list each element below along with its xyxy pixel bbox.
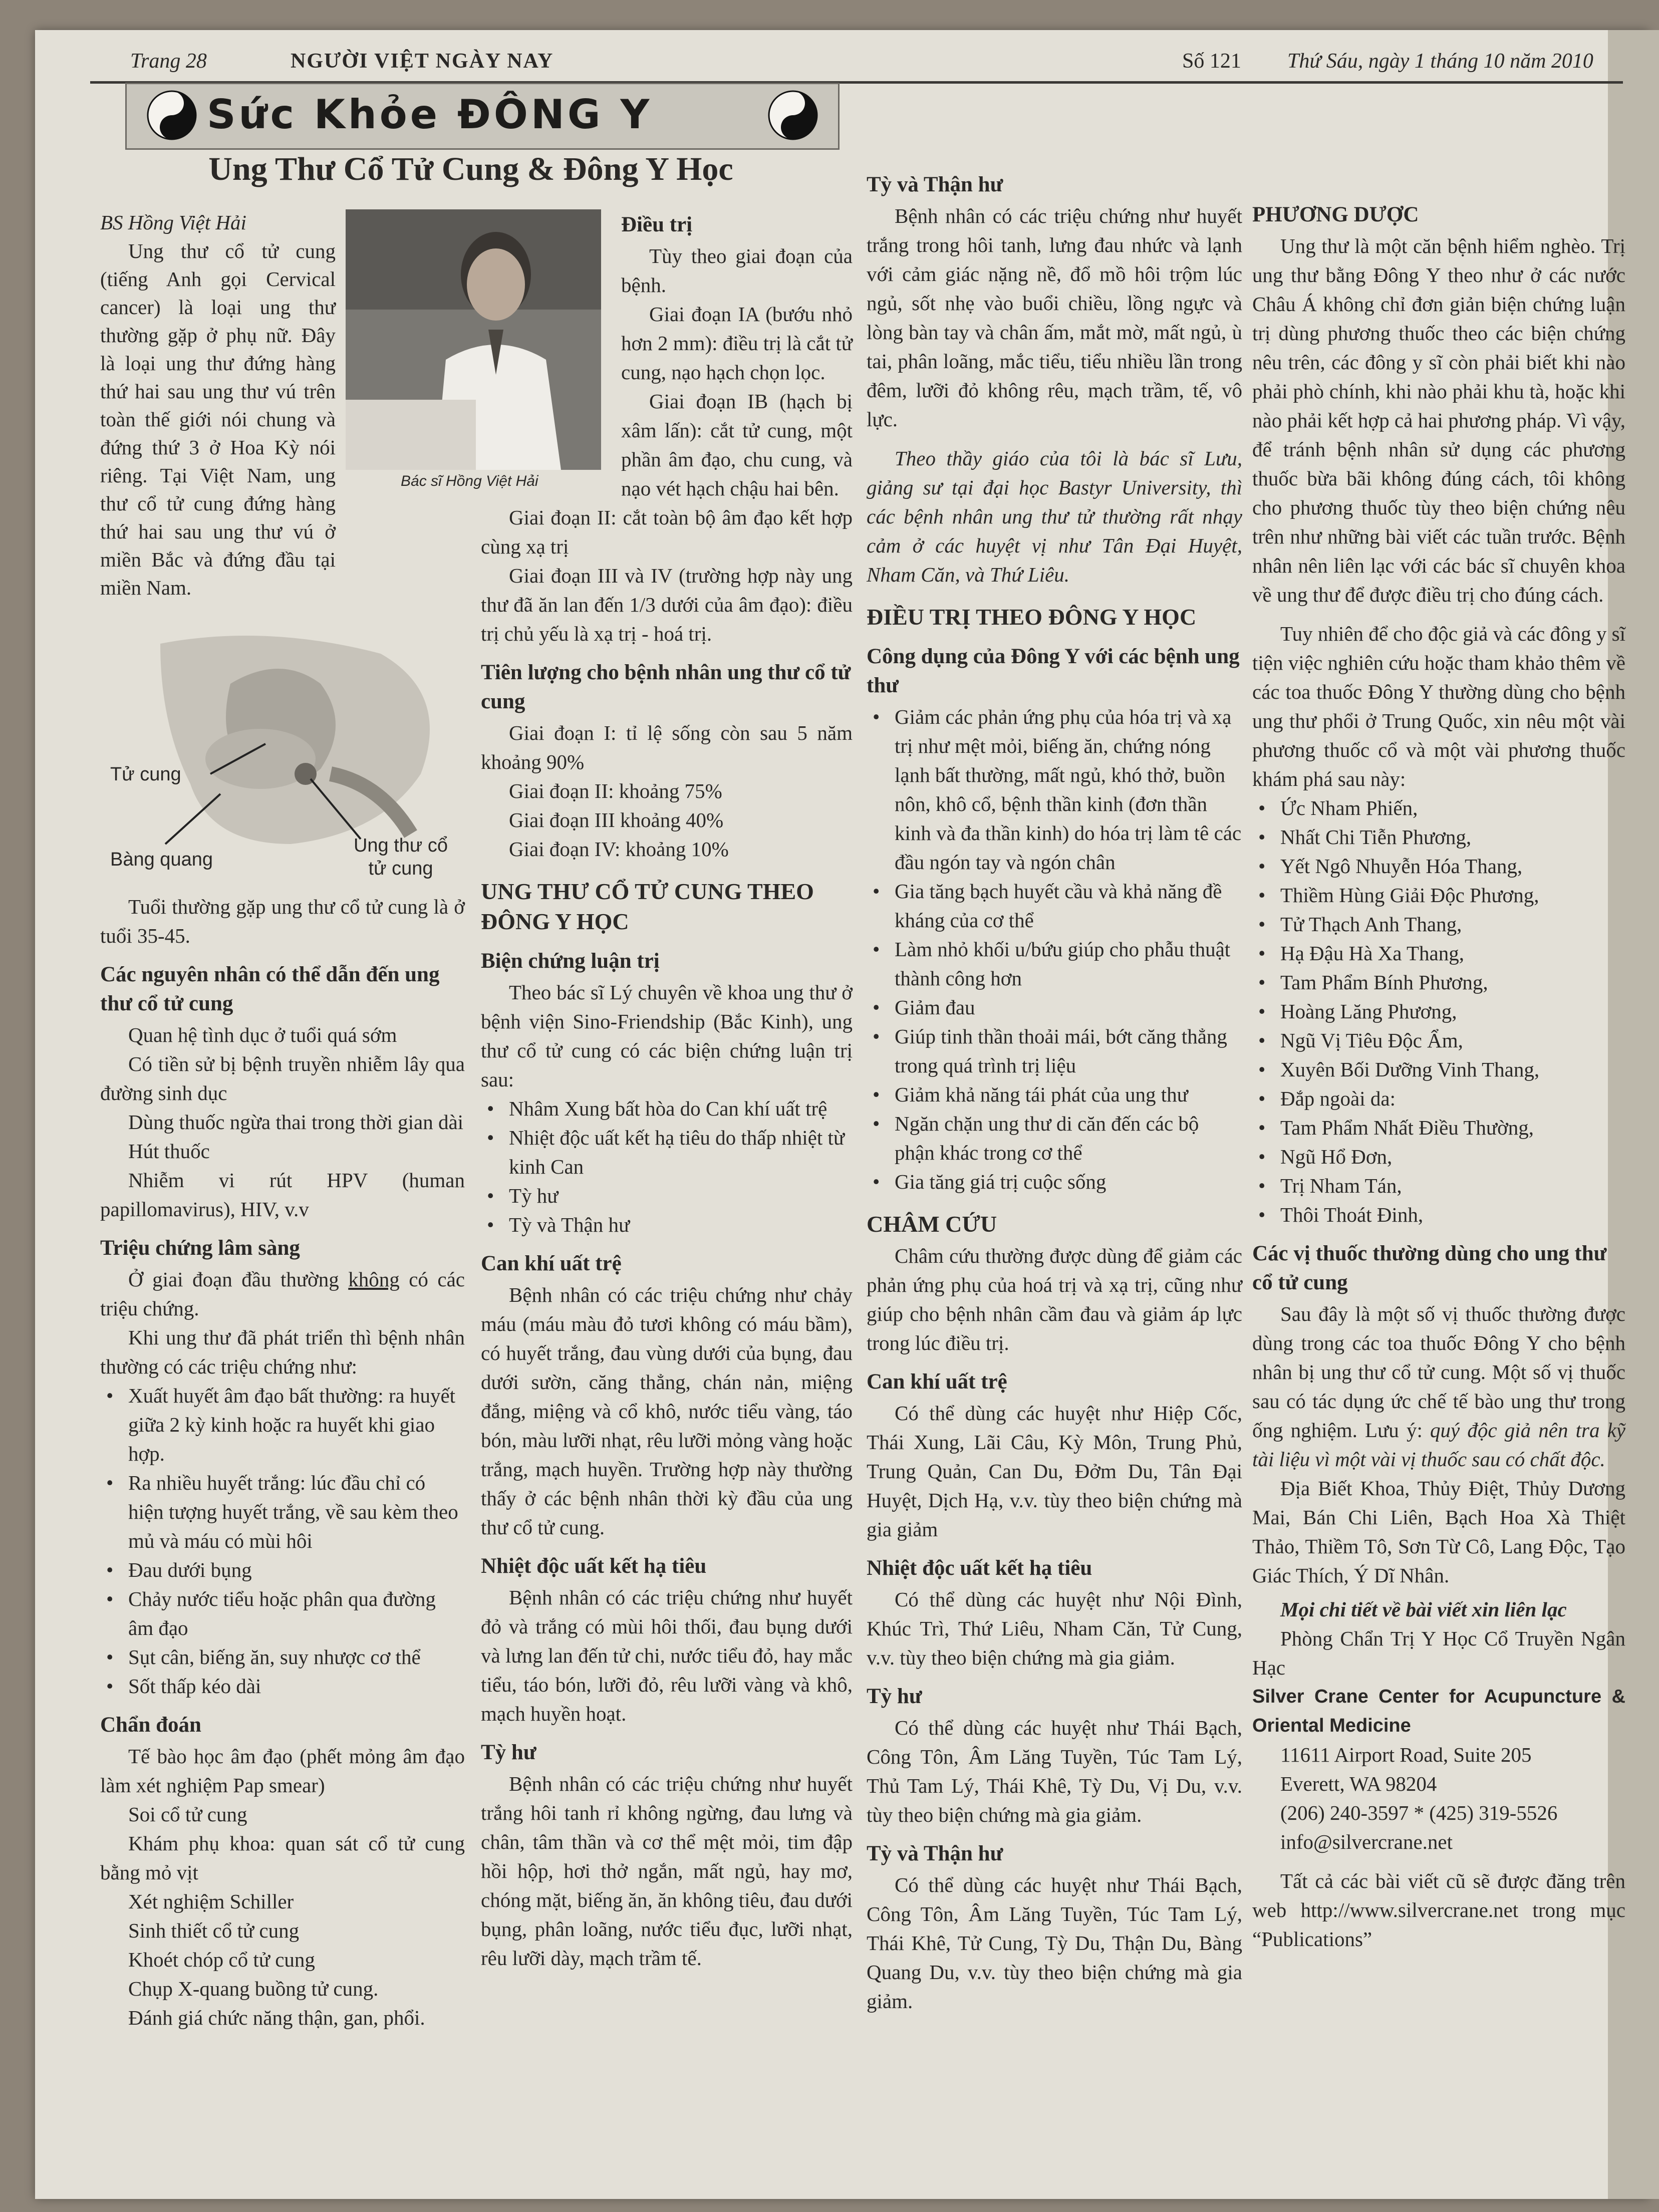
list-item: • Giúp tinh thần thoải mái, bớt căng thẳng trong quá trình trị liệu [895, 1022, 1242, 1080]
list-item: • Tam Phẩm Bính Phương, [1280, 968, 1625, 997]
cause-item: Dùng thuốc ngừa thai trong thời gian dài [128, 1111, 464, 1134]
treat-item: Tùy theo giai đoạn của bệnh. [621, 244, 853, 297]
list-item: • Sốt thấp kéo dài [128, 1672, 465, 1701]
ty-than-heading: Tỳ và Thận hư [867, 173, 1003, 196]
list-item: • Nhiệt độc uất kết hạ tiêu do thấp nhiệt từ kinh Can [509, 1123, 853, 1181]
contact-center: Silver Crane Center for Acupuncture & Oriental Medicine [1252, 1686, 1625, 1736]
treat-item: Giai đoạn II: cắt toàn bộ âm đạo kết hợp cùng xạ trị [481, 506, 853, 558]
acu-nhiet-doc-paragraph: Có thể dùng các huyệt như Nội Đình, Khúc Trì, Thứ Liêu, Nham Căn, Tử Cung, v.v. tùy theo biện chứng mà gia giảm. [867, 1588, 1242, 1669]
can-khi-heading: Can khí uất trệ [481, 1252, 622, 1275]
symptoms-heading: Triệu chứng lâm sàng [100, 1236, 300, 1260]
list-item: • Gia tăng giá trị cuộc sống [895, 1167, 1242, 1196]
treatment-heading: Điều trị [621, 213, 693, 236]
treat-item: Giai đoạn IB (hạch bị xâm lấn): cắt tử cung, một phần âm đạo, chu cung, và nạo vét hạch chậu hai bên. [621, 390, 853, 500]
formula-list [1252, 793, 1625, 1229]
column-4 [1252, 80, 1625, 1954]
contact-heading: Mọi chi tiết về bài viết xin liên lạc [1280, 1598, 1567, 1621]
diagnosis-method-heading: Biện chứng luận trị [481, 949, 660, 973]
diag-item: Khám phụ khoa: quan sát cổ tử cung bằng mỏ vịt [100, 1832, 465, 1884]
list-item: • Sụt cân, biếng ăn, suy nhược cơ thể [128, 1642, 465, 1672]
column-2 [481, 80, 853, 1973]
newspaper-name: NGƯỜI VIỆT NGÀY NAY [291, 50, 554, 73]
section-title: Sức Khỏe ĐÔNG Y [207, 91, 653, 138]
symptoms-list [100, 1381, 465, 1701]
list-item: • Chảy nước tiểu hoặc phân qua đường âm đạo [128, 1584, 465, 1642]
can-khi-paragraph: Bệnh nhân có các triệu chứng như chảy máu (máu màu đỏ tươi không có máu bầm), có huyết trắng, đau vùng dưới của bụng, đau dưới sườn, căng thẳng, chán nản, miệng đắng, miệng và cổ khô, nước tiểu vàng, táo bón, màu lưỡi nhạt, rêu lưỡi mỏng vàng hoặc trắng, mạch huyền. Trường hợp này thường thấy ở các bệnh nhân thời kỳ đầu của ung thư cổ tử cung. [481, 1283, 853, 1539]
diagnosis-heading: Chẩn đoán [100, 1713, 201, 1737]
photo-caption: Bác sĩ Hồng Việt Hải [401, 473, 538, 489]
diag-item: Tế bào học âm đạo (phết mỏng âm đạo làm xét nghiệm Pap smear) [100, 1745, 465, 1797]
column-3 [867, 80, 1242, 2016]
list-item: • Đau dưới bụng [128, 1555, 465, 1584]
prog-item: Giai đoạn III khoảng 40% [509, 808, 724, 832]
ty-hu-heading: Tỳ hư [481, 1741, 536, 1764]
acu-can-khi-paragraph: Có thể dùng các huyệt như Hiệp Cốc, Thái Xung, Lãi Câu, Kỳ Môn, Trung Phủ, Trung Quản, Can Du, Đởm Du, Tân Đại Huyệt, Dịch Hạ, v.v. tùy theo biện chứng mà gia giảm [867, 1402, 1242, 1541]
page-header [90, 46, 1623, 84]
list-item: • Tỳ và Thận hư [509, 1210, 853, 1239]
list-item: • Xuất huyết âm đạo bất thường: ra huyết giữa 2 kỳ kinh hoặc ra huyết khi giao hợp. [128, 1381, 465, 1468]
treat-item: Giai đoạn IA (bướu nhỏ hơn 2 mm): điều trị là cắt tử cung, nạo hạch chọn lọc. [621, 303, 853, 384]
list-item: • Yết Ngô Nhuyễn Hóa Thang, [1280, 852, 1625, 881]
diag-item: Khoét chóp cổ tử cung [128, 1948, 315, 1971]
label-bladder: Bàng quang [110, 849, 213, 870]
cause-item: Quan hệ tình dục ở tuổi quá sớm [128, 1023, 397, 1046]
list-item: • Tỳ hư [509, 1181, 853, 1210]
oriental-medicine-heading: UNG THƯ CỔ TỬ CUNG THEO ĐÔNG Y HỌC [481, 879, 814, 934]
diag-item: Đánh giá chức năng thận, gan, phổi. [128, 2006, 425, 2029]
ty-than-paragraph: Bệnh nhân có các triệu chứng như huyết trắng trong hôi tanh, lưng đau nhức và lạnh với cảm giác nặng nề, đổ mồ hôi trộm lúc ngủ, sốt nhẹ vào buổi chiều, lồng ngực và lòng bàn tay và chân ấm, mắt mờ, mất ngủ, ù tai, phân loãng, mắc tiểu, tiểu nhiều lần trong đêm, lưỡi đỏ không rêu, mạch trầm, tế, vô lực. [867, 204, 1242, 431]
cause-item: Có tiền sử bị bệnh truyền nhiễm lây qua đường sinh dục [100, 1052, 465, 1104]
herbs-heading: Các vị thuốc thường dùng cho ung thư cổ tử cung [1252, 1242, 1607, 1294]
list-item: • Giảm đau [895, 993, 1242, 1022]
list-item: • Tam Phẩm Nhất Điều Thường, [1280, 1113, 1625, 1142]
ty-hu-paragraph: Bệnh nhân có các triệu chứng như huyết trắng hôi tanh rỉ không ngừng, đau lưng và chân, tâm thần và cơ thể mệt mỏi, tim đập hồi hộp, hơi thở ngắn, mất ngủ, hay mơ, chóng mặt, biếng ăn, ăn không tiêu, đau dưới bụng, phân loãng, nước tiểu đục, lưỡi nhạt, rêu lưỡi dày, mạch trầm tế. [481, 1772, 853, 1970]
list-item: • Hoàng Lăng Phương, [1280, 997, 1625, 1026]
article-title: Ung Thư Cổ Tử Cung & Đông Y Học [208, 151, 733, 187]
label-uterus: Tử cung [110, 764, 181, 785]
diag-item: Xét nghiệm Schiller [128, 1890, 294, 1913]
prog-item: Giai đoạn I: tỉ lệ sống còn sau 5 năm khoảng 90% [481, 721, 853, 773]
contact-email: info@silvercrane.net [1280, 1830, 1453, 1853]
list-item: • Ức Nham Phiến, [1280, 793, 1625, 822]
list-item: • Thôi Thoát Đinh, [1280, 1200, 1625, 1229]
list-item: • Ra nhiều huyết trắng: lúc đầu chỉ có hiện tượng huyết trắng, về sau kèm theo mủ và máu có mùi hôi [128, 1468, 465, 1555]
prog-item: Giai đoạn IV: khoảng 10% [509, 838, 729, 861]
acu-ty-hu-paragraph: Có thể dùng các huyệt như Thái Bạch, Công Tôn, Âm Lăng Tuyền, Túc Tam Lý, Thủ Tam Lý, Thái Khê, Tỳ Du, Vị Du, v.v. tùy theo biện chứng mà gia giảm. [867, 1716, 1242, 1826]
cause-item: Hút thuốc [128, 1140, 210, 1163]
list-item: • Nhất Chi Tiễn Phương, [1280, 822, 1625, 852]
list-item: • Đắp ngoài da: [1280, 1084, 1625, 1113]
list-item: • Ngũ Hổ Đơn, [1280, 1142, 1625, 1171]
contact-address-1: 11611 Airport Road, Suite 205 [1280, 1743, 1532, 1766]
acu-ty-than-heading: Tỳ và Thận hư [867, 1842, 1003, 1865]
diag-item: Chụp X-quang buồng tử cung. [128, 1977, 379, 2000]
symptoms-paragraph: Khi ung thư đã phát triển thì bệnh nhân thường có các triệu chứng như: [100, 1326, 465, 1378]
cause-item: Nhiễm vi rút HPV (human papillomavirus), HIV, v.v [100, 1169, 465, 1221]
quote-paragraph: Theo thầy giáo của tôi là bác sĩ Lưu, giảng sư tại đại học Bastyr University, thì các bệnh nhân ung thư tử thường rất nhạy cảm ở các huyệt vị như Tân Đại Huyệt, Nham Căn, và Thứ Liêu. [867, 447, 1242, 586]
byline: BS Hồng Việt Hải [100, 211, 246, 234]
page-number: Trang 28 [130, 50, 207, 73]
list-item: • Giảm khả năng tái phát của ung thư [895, 1080, 1242, 1109]
prog-item: Giai đoạn II: khoảng 75% [509, 779, 722, 802]
list-item: • Ngũ Vị Tiêu Độc Ẩm, [1280, 1026, 1625, 1055]
column-1 [100, 80, 465, 2032]
acu-can-khi-heading: Can khí uất trệ [867, 1370, 1007, 1394]
benefits-heading: Công dụng của Đông Y với các bệnh ung thư [867, 645, 1240, 697]
age-paragraph: Tuổi thường gặp ung thư cổ tử cung là ở tuổi 35-45. [100, 895, 465, 947]
herbs-names: Địa Biết Khoa, Thủy Điệt, Thủy Dương Mai, Bán Chi Liên, Bạch Hoa Xà Thiệt Thảo, Thiềm Tô, Sơn Từ Cô, Lang Độc, Tạo Giác Thích, Ý Dĩ Nhân. [1252, 1477, 1625, 1587]
list-item: • Ngăn chặn ung thư di căn đến các bộ phận khác trong cơ thể [895, 1109, 1242, 1167]
benefits-list [867, 702, 1242, 1196]
list-item: • Gia tăng bạch huyết cầu và khả năng đề kháng của cơ thể [895, 877, 1242, 935]
issue-number: Số 121 [1182, 50, 1241, 73]
acupuncture-heading: CHÂM CỨU [867, 1211, 997, 1237]
list-item: • Thiềm Hùng Giải Độc Phương, [1280, 881, 1625, 910]
nhiet-doc-paragraph: Bệnh nhân có các triệu chứng như huyết đỏ và trắng có mùi hôi thối, đau bụng dưới và lưng lan đến tử chi, nước tiểu đỏ, hay mắc tiểu, táo bón, lưỡi đỏ, rêu lưỡi vàng và khô, mạch huyền hoạt. [481, 1586, 853, 1725]
list-item: • Hạ Đậu Hà Xa Thang, [1280, 939, 1625, 968]
causes-heading: Các nguyên nhân có thể dẫn đến ung thư cổ tử cung [100, 963, 440, 1015]
treatment-om-heading: ĐIỀU TRỊ THEO ĐÔNG Y HỌC [867, 604, 1197, 630]
nhiet-doc-heading: Nhiệt độc uất kết hạ tiêu [481, 1554, 707, 1578]
herbs-paragraph: Sau đây là một số vị thuốc thường được dùng trong các toa thuốc Đông Y cho bệnh nhân bị ung thư cổ tử cung. Một số vị thuốc sau có tác dụng ức chế tế bào ung thư trong ống nghiệm. Lưu ý: quý độc giả nên tra kỹ tài liệu vì một vài vị thuốc sau có chất độc. [1252, 1302, 1626, 1471]
label-cervical-cancer: Ung thư cổ tử cung [353, 835, 448, 879]
treat-item: Giai đoạn III và IV (trường hợp này ung thư đã ăn lan đến 1/3 dưới của âm đạo): điều trị chủ yếu là xạ trị - hoá trị. [481, 564, 853, 645]
list-item: • Giảm các phản ứng phụ của hóa trị và xạ trị như mệt mỏi, biếng ăn, chứng nóng lạnh bất thường, mất ngủ, khó thở, buồn nôn, khô cổ, bệnh thần kinh (đơn thần kinh và đa thần kinh) do hóa trị làm tê các đầu ngón tay và ngón chân [895, 702, 1242, 877]
contact-clinic: Phòng Chẩn Trị Y Học Cổ Truyền Ngân Hạc [1252, 1627, 1625, 1679]
diag-item: Sinh thiết cổ tử cung [128, 1919, 300, 1942]
acu-ty-than-paragraph: Có thể dùng các huyệt như Thái Bạch, Công Tôn, Âm Lăng Tuyền, Túc Tam Lý, Thái Khê, Tử Cung, Tỳ Du, Thận Du, Bàng Quang Du, v.v. tùy theo biện chứng mà gia giảm. [867, 1873, 1242, 2013]
list-item: • Xuyên Bối Dưỡng Vinh Thang, [1280, 1055, 1625, 1084]
diagnosis-method-paragraph: Theo bác sĩ Lý chuyên về khoa ung thư ở bệnh viện Sino-Friendship (Bắc Kinh), ung thư cổ tử cung có các biện chứng luận trị sau: [481, 981, 853, 1091]
diag-item: Soi cổ tử cung [128, 1803, 247, 1826]
intro-paragraph: Ung thư cổ tử cung (tiếng Anh gọi Cervical cancer) là loại ung thư thường gặp ở phụ nữ. Đây là loại ung thư đứng hàng thứ hai sau ung thư vú trên toàn thế giới nói chung và đứng thứ 3 ở Hoa Kỳ nói riêng. Tại Việt Nam, ung thư cổ tử cung đứng hàng thứ hai sau ung thư vú ở miền Bắc và đứng đầu tại miền Nam. [100, 239, 336, 599]
list-item: • Tử Thạch Anh Thang, [1280, 910, 1625, 939]
list-item: • Nhâm Xung bất hòa do Can khí uất trệ [509, 1094, 853, 1123]
list-item: • Trị Nham Tán, [1280, 1171, 1625, 1200]
issue-date: Thứ Sáu, ngày 1 tháng 10 năm 2010 [1287, 50, 1593, 73]
contact-phone: (206) 240-3597 * (425) 319-5526 [1280, 1801, 1558, 1824]
herbal-heading: PHƯƠNG DƯỢC [1252, 203, 1419, 226]
symptoms-intro: Ở giai đoạn đầu thường không có các triệu chứng. [100, 1268, 465, 1320]
acu-nhiet-doc-heading: Nhiệt độc uất kết hạ tiêu [867, 1556, 1092, 1580]
prognosis-heading: Tiên lượng cho bệnh nhân ung thư cổ tử cung [481, 661, 851, 713]
list-item: • Làm nhỏ khối u/bứu giúp cho phẫu thuật thành công hơn [895, 935, 1242, 993]
diagnosis-method-list [481, 1094, 853, 1239]
acupuncture-paragraph: Châm cứu thường được dùng để giảm các phản ứng phụ của hoá trị và xạ trị, cũng như giúp cho bệnh nhân cầm đau và giảm áp lực trong lúc điều trị. [867, 1244, 1242, 1354]
footer-note: Tất cả các bài viết cũ sẽ được đăng trên web http://www.silvercrane.net trong mục “Publications” [1252, 1869, 1625, 1951]
herbal-paragraph-2: Tuy nhiên để cho độc giả và các đông y sĩ tiện việc nghiên cứu hoặc tham khảo thêm về các toa thuốc Đông Y thường dùng cho bệnh ung thư phổi ở Trung Quốc, xin nêu một vài phương thuốc cổ và một vài phương thuốc khám phá sau này: [1252, 622, 1625, 790]
contact-address-2: Everett, WA 98204 [1280, 1772, 1437, 1795]
herbal-paragraph-1: Ung thư là một căn bệnh hiểm nghèo. Trị ung thư bằng Đông Y theo như ở các nước Châu Á không chỉ đơn giản biện chứng luận trị dùng phương thuốc theo các biện chứng nêu trên, các đông y sĩ còn phải biết khi nào phải phò chính, khi nào phải khu tà, hoặc khi nào phải kết hợp cả hai phương pháp. Vì vậy, để tránh bệnh nhân sử dụng các phương thuốc bừa bãi không đúng cách, tôi không cho phương thuốc tùy theo biện chứng nêu trên như những bài viết các tuần trước. Bệnh nhân nên liên lạc với các bác sĩ chuyên khoa về ung thư để được điều trị cho đúng cách. [1252, 234, 1625, 606]
acu-ty-hu-heading: Tỳ hư [867, 1685, 922, 1708]
